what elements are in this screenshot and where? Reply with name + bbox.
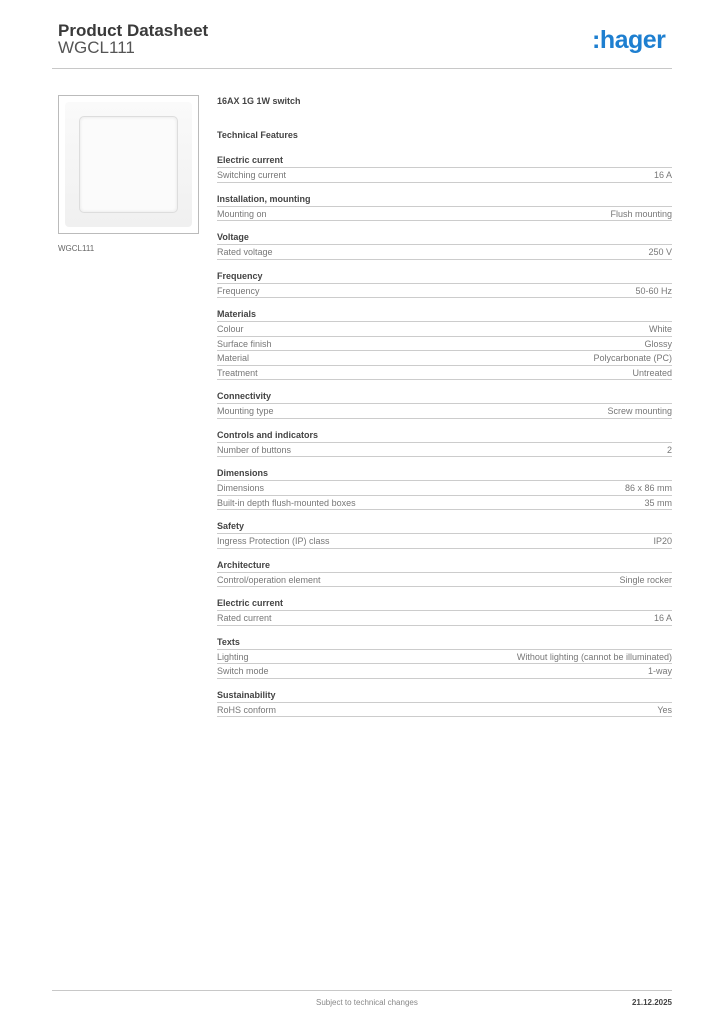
spec-value: Polycarbonate (PC) [593,353,672,363]
spec-label: Rated voltage [217,247,273,257]
section-heading: Sustainability [217,688,672,703]
spec-row [217,664,672,679]
spec-section [217,519,672,549]
spec-value: Single rocker [619,574,672,585]
product-name: 16AX 1G 1W switch [217,96,301,106]
page-title: Product Datasheet [58,21,209,40]
spec-section [217,389,672,419]
spec-label: Ingress Protection (IP) class [217,536,330,546]
spec-label: Rated current [217,613,272,623]
spec-row [217,611,672,626]
spec-value: 2 [666,444,672,455]
section-heading: Architecture [217,558,672,573]
section-heading: Materials [217,307,672,322]
spec-value: 35 mm [644,497,672,508]
spec-row [217,496,672,511]
spec-row [217,168,672,183]
spec-label: Colour [217,324,244,334]
spec-row [217,481,672,496]
spec-value: IP20 [653,536,672,546]
spec-value: 1-way [647,666,672,676]
spec-row [217,443,672,458]
spec-value: 16 A [653,613,672,623]
spec-row [217,245,672,260]
spec-row [217,351,672,366]
section-heading: Dimensions [217,466,672,481]
spec-row [217,207,672,222]
spec-section [217,428,672,458]
footer-date: 21.12.2025 [631,998,672,1007]
spec-section [217,688,672,718]
section-heading: Safety [217,519,672,534]
spec-row [217,322,672,337]
spec-label: Mounting type [217,406,274,416]
footer-divider [52,990,672,991]
spec-content [217,96,672,726]
spec-label: Treatment [217,367,258,378]
hager-logo: :hager [592,26,666,54]
spec-section [217,466,672,510]
spec-section [217,558,672,588]
spec-row [217,404,672,419]
spec-value: 86 x 86 mm [624,483,672,493]
spec-row [217,284,672,299]
section-heading: Electric current [217,153,672,168]
spec-row [217,573,672,588]
spec-label: Switch mode [217,666,269,676]
spec-section [217,230,672,260]
spec-section [217,192,672,222]
spec-value: Glossy [644,338,672,349]
spec-value: Untreated [632,367,672,378]
section-heading: Controls and indicators [217,428,672,443]
spec-section [217,596,672,626]
spec-label: Dimensions [217,483,265,493]
spec-label: Surface finish [217,338,272,349]
spec-value: Screw mounting [607,406,672,416]
spec-label: Mounting on [217,208,267,219]
section-heading: Connectivity [217,389,672,404]
spec-value: 50-60 Hz [635,285,672,296]
technical-features-heading: Technical Features [217,130,298,140]
header-divider [52,68,672,69]
switch-rocker [79,116,178,213]
spec-label: Number of buttons [217,444,292,455]
spec-label: Switching current [217,170,287,180]
spec-label: Frequency [217,285,260,296]
spec-section [217,635,672,679]
spec-value: White [648,324,672,334]
section-heading: Installation, mounting [217,192,672,207]
section-heading: Electric current [217,596,672,611]
spec-value: 16 A [653,170,672,180]
product-code: WGCL111 [58,38,135,57]
spec-section [217,269,672,299]
spec-value: Flush mounting [610,208,672,219]
product-image [58,95,199,234]
spec-row [217,650,672,665]
spec-label: RoHS conform [217,704,277,715]
section-heading: Voltage [217,230,672,245]
spec-value: Yes [657,704,672,715]
spec-section [217,153,672,183]
footer-note: Subject to technical changes [316,998,418,1007]
spec-row [217,703,672,718]
spec-label: Built-in depth flush-mounted boxes [217,497,356,508]
image-caption: WGCL111 [58,244,95,253]
section-heading: Texts [217,635,672,650]
spec-value: 250 V [648,247,672,257]
spec-label: Control/operation element [217,574,321,585]
spec-sections [217,153,672,717]
switch-plate [65,102,192,227]
spec-label: Lighting [217,651,249,662]
spec-row [217,337,672,352]
spec-label: Material [217,353,250,363]
section-heading: Frequency [217,269,672,284]
spec-row [217,366,672,381]
spec-section [217,307,672,380]
spec-value: Without lighting (cannot be illuminated) [516,651,672,662]
spec-row [217,534,672,549]
